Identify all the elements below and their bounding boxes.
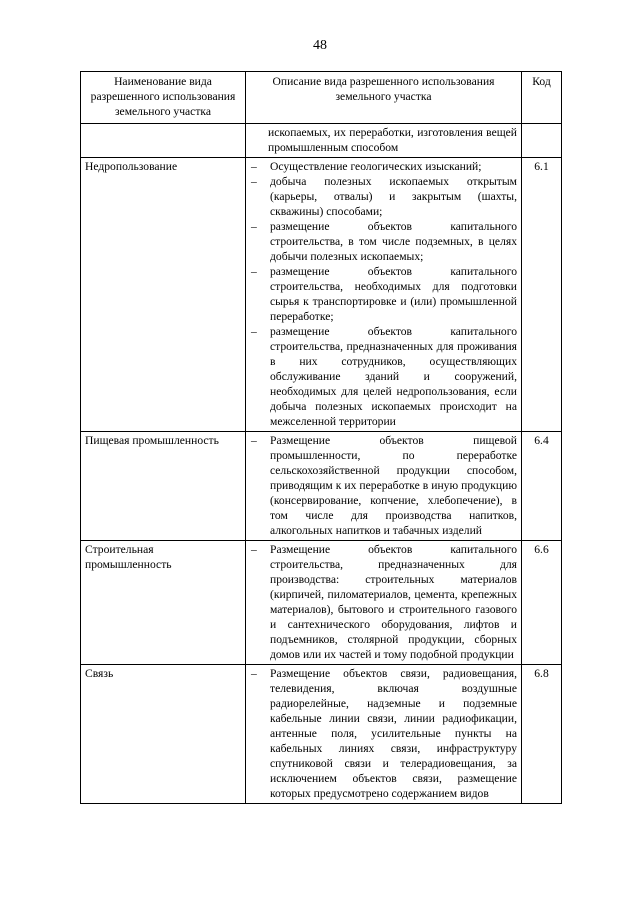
list-item [248, 219, 517, 264]
list-item-text: размещение объектов капитального строительства, предназначенных для проживания в них сотрудников, осуществляющих обслуживание зданий и сооружений, необходимых для целей недропользования, если добыча полезных ископаемых происходит на межселенной территории [270, 325, 517, 428]
list-item [248, 324, 517, 429]
use-type-code: 6.6 [522, 541, 562, 665]
use-type-description [246, 665, 522, 804]
list-item [248, 264, 517, 324]
list-item [248, 542, 517, 662]
continuation-code-cell [522, 124, 562, 158]
use-type-name: Недропользование [81, 158, 246, 432]
list-item-text: Осуществление геологических изысканий; [270, 160, 482, 173]
continuation-text: ископаемых, их переработки, изготовления вещей промышленным способом [268, 126, 517, 154]
description-list [248, 159, 517, 429]
continuation-description-cell [246, 124, 522, 158]
use-type-name: Пищевая промышленность [81, 432, 246, 541]
table-row [81, 665, 562, 804]
list-item [248, 174, 517, 219]
dash-bullet: – [251, 543, 257, 556]
dash-bullet: – [251, 434, 257, 447]
dash-bullet: – [251, 175, 257, 188]
list-item-text: добыча полезных ископаемых открытым (карьеры, отвалы) и закрытым (шахты, скважины) способами; [270, 175, 517, 218]
continuation-row [81, 124, 562, 158]
use-type-code: 6.4 [522, 432, 562, 541]
table-row [81, 158, 562, 432]
list-item-text: размещение объектов капитального строительства, в том числе подземных, в целях добычи полезных ископаемых; [270, 220, 517, 263]
list-item [248, 666, 517, 801]
description-list [248, 542, 517, 662]
dash-bullet: – [251, 220, 257, 233]
list-item-text: Размещение объектов связи, радиовещания, телевидения, включая воздушные радиорелейные, надземные и подземные кабельные линии связи, линии радиофикации, антенные поля, усилительные пункты на кабельных линиях связи, инфраструктуру спутниковой связи и телерадиовещания, за исключением объектов связи, размещение которых предусмотрено содержанием видов [270, 667, 517, 800]
dash-bullet: – [251, 325, 257, 338]
header-name: Наименование вида разрешенного использования земельного участка [81, 72, 246, 124]
use-type-name: Строительная промышленность [81, 541, 246, 665]
dash-bullet: – [251, 667, 257, 680]
list-item-text: Размещение объектов капитального строительства, предназначенных для производства: строительных материалов (кирпичей, пиломатериалов, цемента, крепежных материалов), бытового и строительного газового и сантехнического оборудования, лифтов и подъемников, столярной продукции, сборных домов или их частей и тому подобной продукции [270, 543, 517, 661]
continuation-name-cell [81, 124, 246, 158]
table-row [81, 541, 562, 665]
use-type-name: Связь [81, 665, 246, 804]
list-item-text: размещение объектов капитального строительства, необходимых для подготовки сырья к транспортировке и (или) промышленной переработке; [270, 265, 517, 323]
description-list [248, 666, 517, 801]
page-number: 48 [313, 38, 327, 53]
use-type-description [246, 541, 522, 665]
use-type-description [246, 158, 522, 432]
use-type-code: 6.8 [522, 665, 562, 804]
use-type-code: 6.1 [522, 158, 562, 432]
list-item [248, 159, 517, 174]
land-use-table [80, 71, 562, 804]
list-item-text: Размещение объектов пищевой промышленности, по переработке сельскохозяйственной продукции способом, приводящим к их переработке в иную продукцию (консервирование, копчение, хлебопечение), в том числе для производства напитков, алкогольных напитков и табачных изделий [270, 434, 517, 537]
header-description: Описание вида разрешенного использования земельного участка [246, 72, 522, 124]
header-code: Код [522, 72, 562, 124]
table-row [81, 432, 562, 541]
list-item [248, 433, 517, 538]
dash-bullet: – [251, 265, 257, 278]
dash-bullet: – [251, 160, 257, 173]
table-header-row [81, 72, 562, 124]
use-type-description [246, 432, 522, 541]
description-list [248, 433, 517, 538]
